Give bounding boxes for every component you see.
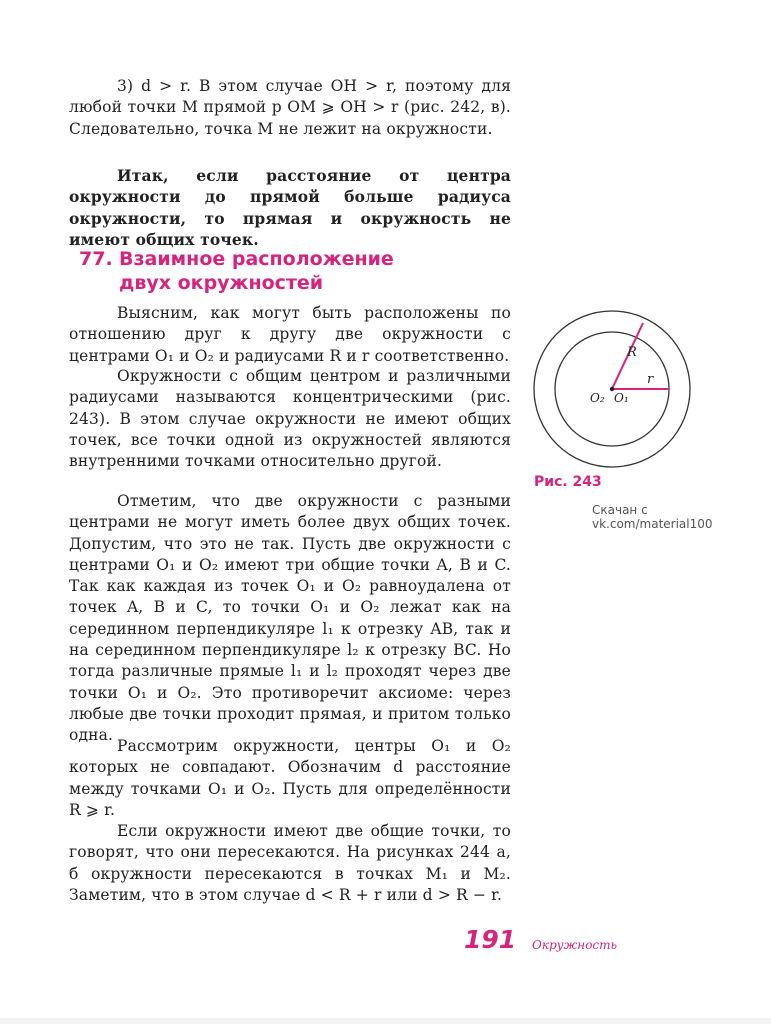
paragraph-concentric xyxy=(69,366,511,472)
chapter-title: Окружность xyxy=(532,938,618,952)
case-3-text: 3) d > r. В этом случае OH > r, поэтому для любой точки M прямой p OM ⩾ OH > r (рис. 242, в). Следовательно, точка M не лежит на окружности. xyxy=(69,77,511,138)
label-R: R xyxy=(627,345,637,360)
label-r: r xyxy=(647,372,654,387)
section-heading xyxy=(79,247,439,295)
conclusion-text: Итак, если расстояние от центра окружности до прямой больше радиуса окружности, то прямая и окружность не имеют общих точек. xyxy=(69,166,511,249)
label-O2: O₂ xyxy=(590,391,605,405)
section-number: 77. xyxy=(79,248,113,270)
figure-caption: Рис. 243 xyxy=(534,474,602,490)
section-title-line1: Взаимное расположение xyxy=(119,248,394,270)
page-number: 191 xyxy=(464,925,517,954)
paragraph-three-points xyxy=(69,491,511,747)
paragraph-distinct-centers xyxy=(69,736,511,821)
three-points-text: Отметим, что две окружности с разными центрами не могут иметь более двух общих точек. Допустим, что это не так. Пусть две окружности с центрами O₁ и O₂ имеют три общие точки A, B и C. Так как каждая из точек O₁ и O₂ равноудалена от точек A, B и C, то точки O₁ и O₂ лежат как на серединном перпендикуляре l₁ к отрезку AB, так и на серединном перпендикуляре l₂ к отрезку BC. Но тогда различные прямые l₁ и l₂ проходят через две точки O₁ и O₂. Это противоречит аксиоме: через любые две точки проходит прямая, и притом только одна. xyxy=(69,492,511,745)
section-title-line2: двух окружностей xyxy=(119,272,324,294)
concentric-text: Окружности с общим центром и различными радиусами называются концентрическими (рис. 243). В этом случае окружности не имеют общих точек, все точки одной из окружностей являются внутренними точками относительно другой. xyxy=(69,367,511,471)
paragraph-conclusion xyxy=(69,165,511,250)
watermark-text: Скачан с vk.com/material100 xyxy=(592,503,713,531)
paragraph-case-3 xyxy=(69,76,511,140)
intersect-text: Если окружности имеют две общие точки, то говорят, что они пересекаются. На рисунках 244 а, б окружности пересекаются в точках M₁ и M₂. Заметим, что в этом случае d < R + r или d > R − r. xyxy=(69,822,511,904)
bottom-strip xyxy=(0,1018,771,1024)
label-O1: O₁ xyxy=(614,391,629,405)
paragraph-intro xyxy=(69,303,511,367)
distinct-centers-text: Рассмотрим окружности, центры O₁ и O₂ которых не совпадают. Обозначим d расстояние между точками O₁ и O₂. Пусть для определённости R ⩾ r. xyxy=(69,737,511,819)
paragraph-intersect xyxy=(69,821,511,906)
intro-text: Выясним, как могут быть расположены по отношению друг к другу две окружности с центрами O₁ и O₂ и радиусами R и r соответственно. xyxy=(69,304,511,365)
figure-243-concentric-circles xyxy=(528,310,698,470)
